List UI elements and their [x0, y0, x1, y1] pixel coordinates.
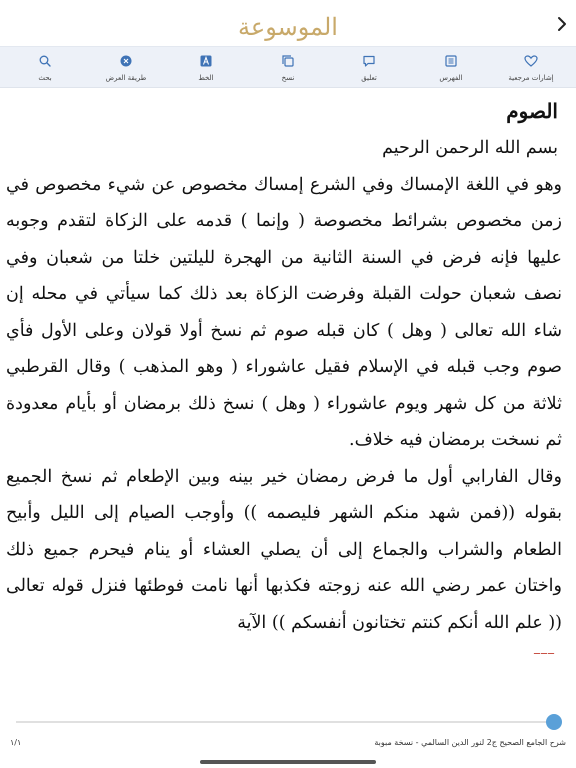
toolbar-index-button[interactable]	[411, 53, 491, 82]
book-title: شرح الجامع الصحيح ج2 لنور الدين السالمي - نسخة مبوبة	[374, 738, 566, 747]
list-icon	[444, 54, 458, 68]
font-icon	[199, 54, 213, 68]
toolbar-font-label: الخط	[198, 74, 214, 82]
basmala-line: بسم الله الرحمن الرحيم	[382, 138, 558, 158]
heart-icon	[524, 54, 538, 68]
header	[0, 0, 576, 46]
toolbar-search-button[interactable]	[5, 53, 85, 82]
toolbar-bookmarks-label: إشارات مرجعية	[508, 74, 554, 82]
comment-icon	[362, 54, 376, 68]
toolbar-comment-button[interactable]	[329, 53, 409, 82]
footer	[0, 738, 576, 752]
toolbar-search-label: بحث	[38, 74, 52, 82]
section-divider: ___	[534, 640, 555, 654]
reading-progress-slider[interactable]	[16, 718, 560, 726]
toolbar-copy-label: نسخ	[281, 74, 295, 82]
paragraph: وهو في اللغة الإمساك وفي الشرع إمساك مخصوص عن شيء مخصوص في زمن مخصوص بشرائط مخصوصة ( وإنما ) قدمه على الزكاة لتقدم وجوبه عليها فإنه فرض في السنة الثانية من الهجرة لليلتين خلتا من شعبان وفي نصف شعبان حولت القبلة وفرضت الزكاة بعد ذلك كما سيأتي في محله إن شاء الله تعالى ( وهل ) كان قبله صوم ثم نسخ أولا قولان وعلى الأول فأي صوم وجب قبله في الإسلام فقيل عاشوراء ( وهو المذهب ) وقال القرطبي ثلاثة من كل شهر ويوم عاشوراء ( وهل ) نسخ ذلك برمضان أو بأيام معدودة ثم نسخت برمضان فيه خلاف.	[6, 174, 562, 450]
toolbar-bookmarks-button[interactable]	[491, 53, 571, 82]
toolbar-display-mode-button[interactable]	[86, 53, 166, 82]
toolbar-font-button[interactable]	[166, 53, 246, 82]
toolbar-comment-label: تعليق	[361, 74, 377, 82]
toolbar-index-label: الفهرس	[439, 74, 463, 82]
chapter-heading: الصوم	[506, 99, 558, 123]
home-indicator	[200, 760, 376, 764]
chevron-right-icon	[552, 14, 572, 34]
display-mode-icon	[119, 54, 133, 68]
page-indicator: ١/١	[10, 738, 22, 747]
progress-thumb[interactable]	[546, 714, 562, 730]
app-logo: الموسوعة	[238, 13, 338, 41]
copy-icon	[281, 54, 295, 68]
toolbar-display-mode-label: طريقة العرض	[105, 74, 147, 82]
progress-track	[16, 721, 560, 723]
search-icon	[38, 54, 52, 68]
back-button[interactable]	[552, 14, 572, 34]
book-content	[6, 92, 562, 641]
paragraph: وقال الفارابي أول ما فرض رمضان خير بينه وبين الإطعام ثم نسخ الجميع بقوله ((فمن شهد منكم الشهر فليصمه )) وأوجب الصيام إلى الليل وأبيح الطعام والشراب والجماع إلى أن يصلي العشاء أو ينام فيحرم جميع ذلك واختان عمر رضي الله عنه زوجته فكذبها أنها نامت فوطئها فنزل قوله تعالى (( علم الله أنكم كنتم تختانون أنفسكم )) الآية	[6, 466, 562, 633]
reader-toolbar	[0, 46, 576, 88]
toolbar-copy-button[interactable]	[248, 53, 328, 82]
